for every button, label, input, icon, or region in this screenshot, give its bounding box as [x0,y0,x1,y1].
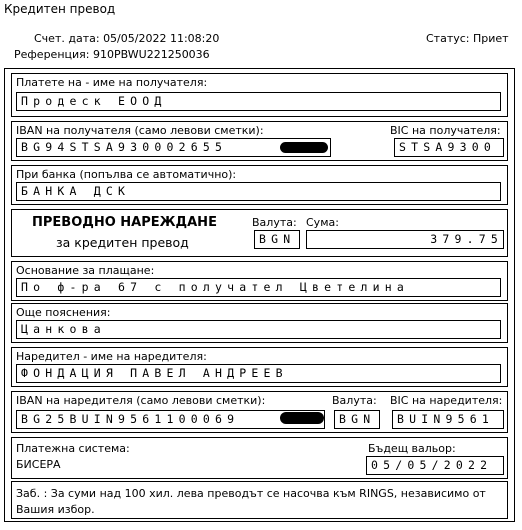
bank-section [11,165,508,205]
payer-iban-section [11,391,508,433]
currency-field[interactable]: BGN [254,230,300,249]
bank-field: БАНКА ДСК [16,182,501,201]
order-subheading: за кредитен превод [56,235,189,250]
account-date-label: Счет. дата: [34,32,100,45]
payee-iban-label: IBAN на получателя (само левови сметки): [16,124,264,137]
payer-name-field[interactable]: ФОНДАЦИЯ ПАВЕЛ АНДРЕЕВ [16,364,501,383]
payee-name-field[interactable]: Продеск ЕООД [16,92,501,111]
payer-label: Наредител - име на наредителя: [16,350,207,363]
payee-bic-label: BIC на получателя: [390,124,501,137]
more-label: Още пояснения: [16,306,111,319]
reason-field[interactable]: По ф-ра 67 с получател Цветелина [16,278,501,297]
redaction-mark [280,142,328,153]
payee-bic-field[interactable]: STSA9300 [394,138,504,157]
reason-section [11,261,508,301]
payee-section [11,73,508,117]
transfer-form [4,68,515,522]
payer-currency-label: Валута: [332,394,377,407]
page-title: Кредитен превод [4,2,116,16]
value-date-field[interactable]: 05/05/2022 [366,456,504,475]
bank-label: При банка (попълва се автоматично): [16,168,237,181]
currency-label: Валута: [252,216,297,229]
system-value: БИСЕРА [16,458,61,471]
payee-label: Платете на - име на получателя: [16,76,208,89]
payer-section [11,347,508,387]
system-label: Платежна система: [16,442,130,455]
payer-iban-field[interactable] [16,410,325,429]
order-heading: ПРЕВОДНО НАРЕЖДАНЕ [32,215,217,230]
account-date [34,32,219,45]
reason-label: Основание за плащане: [16,264,155,277]
payer-bic-label: BIC на наредителя: [390,394,503,407]
amount-field[interactable]: 379.75 [306,230,504,249]
payee-iban-section [11,121,508,161]
payer-iban-label: IBAN на наредителя (само левови сметки): [16,394,266,407]
more-field[interactable]: Цанкова [16,320,501,339]
status [426,32,509,45]
reference-value: 910PBWU221250036 [92,48,210,61]
status-value: Приет [473,32,509,45]
system-section [11,437,508,479]
status-label: Статус: [426,32,470,45]
payer-currency-field[interactable]: BGN [334,410,380,429]
order-section [11,209,508,257]
reference [14,48,210,61]
reference-label: Референция: [14,48,90,61]
account-date-value: 05/05/2022 11:08:20 [103,32,220,45]
amount-label: Сума: [306,216,339,229]
payee-iban-value: BG94STSA930002655 [21,140,228,154]
note: Заб. : За суми над 100 хил. лева преводът се насочва към RINGS, независимо от Вашия избор. [11,481,508,519]
redaction-mark [280,412,324,424]
payer-iban-value: BG25BUIN9561100069 [21,412,240,426]
payer-bic-field[interactable]: BUIN9561 [392,410,504,429]
more-section [11,303,508,343]
value-date-label: Бъдещ вальор: [368,442,456,455]
